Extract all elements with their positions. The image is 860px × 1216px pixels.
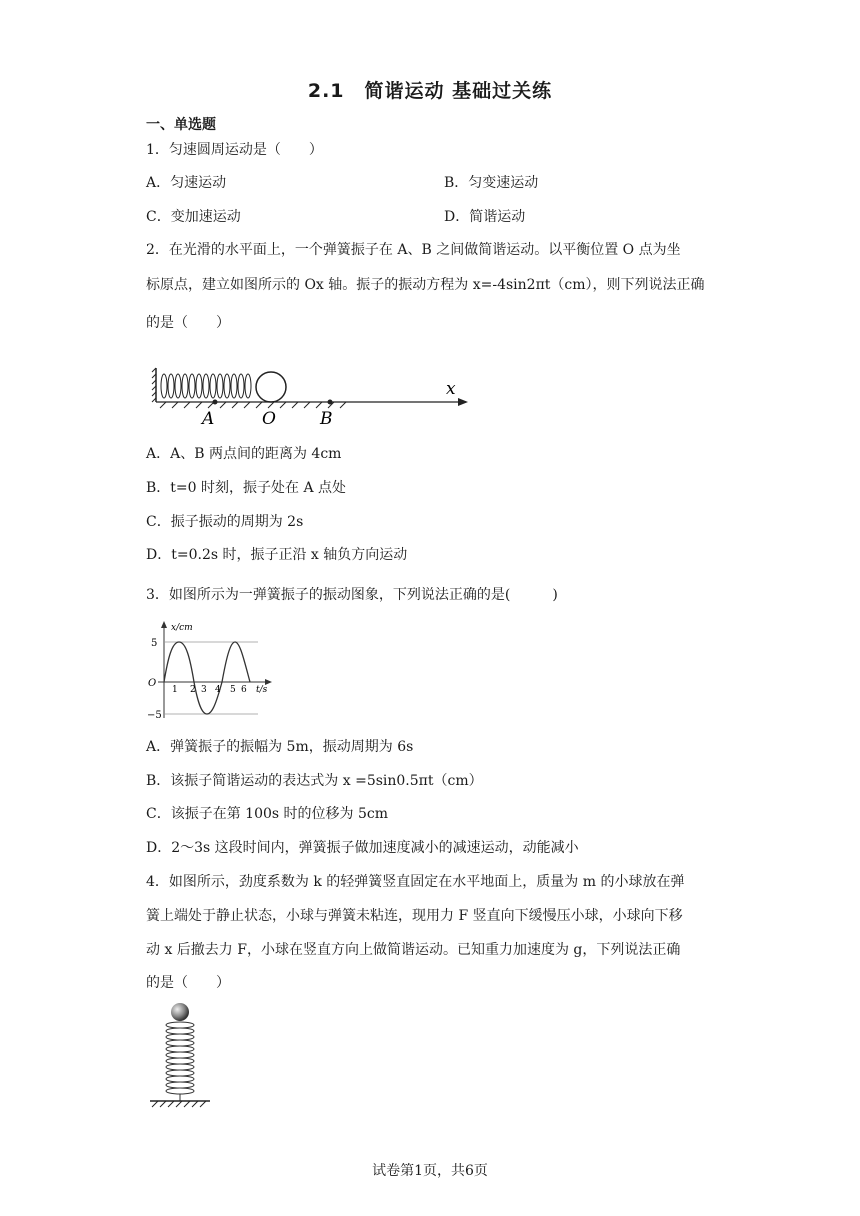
sine-curve xyxy=(164,642,250,714)
label-o: O xyxy=(262,409,276,426)
page-title: 2.1 简谐运动 基础过关练 xyxy=(307,80,553,102)
graph-xlabel: t/s xyxy=(256,685,268,695)
q3-stem: 3．如图所示为一弹簧振子的振动图象，下列说法正确的是( ) xyxy=(146,587,558,603)
xtick-3: 3 xyxy=(201,685,207,695)
q4-stem-line4: 的是（ ） xyxy=(146,975,230,991)
q2-stem-line1: 2．在光滑的水平面上，一个弹簧振子在 A、B 之间做简谐运动。以平衡位置 O 点为坐 xyxy=(146,242,681,258)
page-footer: 试卷第1页，共6页 xyxy=(372,1163,488,1179)
q3-option-c: C．该振子在第 100s 时的位移为 5cm xyxy=(146,806,388,822)
q2-stem-line3: 的是（ ） xyxy=(146,315,230,331)
q2-option-a: A．A、B 两点间的距离为 4cm xyxy=(146,446,342,462)
q2-stem-line2: 标原点，建立如图所示的 Ox 轴。振子的振动方程为 x=-4sin2πt（cm），则下列说法正确 xyxy=(146,277,705,293)
graph-origin: O xyxy=(148,678,157,689)
label-a: A xyxy=(202,409,215,426)
label-b: B xyxy=(320,409,333,426)
xtick-2: 2 xyxy=(190,685,196,695)
xtick-6: 6 xyxy=(241,685,247,695)
xtick-1: 1 xyxy=(172,685,178,695)
q3-option-a: A．弹簧振子的振幅为 5m，振动周期为 6s xyxy=(146,739,414,755)
q2-option-b: B．t=0 时刻，振子处在 A 点处 xyxy=(146,480,347,496)
vertical-spring-figure xyxy=(146,1000,216,1110)
point-b xyxy=(328,400,333,405)
spring-oscillator-figure xyxy=(150,362,480,426)
vibration-graph xyxy=(146,618,274,722)
q2-option-c: C．振子振动的周期为 2s xyxy=(146,514,304,530)
section-heading: 一、单选题 xyxy=(146,117,216,133)
q1-stem: 1．匀速圆周运动是（ ） xyxy=(146,142,323,158)
oscillator-ball xyxy=(256,372,286,402)
vertical-ball xyxy=(171,1003,189,1021)
spring-coils xyxy=(161,374,251,398)
point-a xyxy=(213,400,218,405)
q3-option-d: D．2～3s 这段时间内，弹簧振子做加速度减小的减速运动，动能减小 xyxy=(146,840,579,856)
q4-stem-line1: 4．如图所示，劲度系数为 k 的轻弹簧竖直固定在水平地面上，质量为 m 的小球放在弹 xyxy=(146,874,685,890)
q1-option-a: A．匀速运动 xyxy=(146,175,227,191)
ytick-5: 5 xyxy=(151,638,158,649)
q1-option-c: C．变加速运动 xyxy=(146,209,241,225)
q2-option-d: D．t=0.2s 时，振子正沿 x 轴负方向运动 xyxy=(146,547,408,563)
q4-stem-line3: 动 x 后撤去力 F，小球在竖直方向上做简谐运动。已知重力加速度为 g，下列说法正确 xyxy=(146,942,681,958)
q4-stem-line2: 簧上端处于静止状态，小球与弹簧未粘连，现用力 F 竖直向下缓慢压小球，小球向下移 xyxy=(146,908,683,924)
graph-ylabel: x/cm xyxy=(171,623,193,633)
label-x: x xyxy=(446,379,456,399)
vertical-spring-coils xyxy=(166,1022,194,1094)
q1-option-d: D．简谐运动 xyxy=(444,209,526,225)
xtick-4: 4 xyxy=(215,685,221,695)
q1-option-b: B．匀变速运动 xyxy=(444,175,539,191)
q3-option-b: B．该振子简谐运动的表达式为 x =5sin0.5πt（cm） xyxy=(146,773,483,789)
xtick-5: 5 xyxy=(230,685,236,695)
ytick-neg5: −5 xyxy=(147,710,162,721)
